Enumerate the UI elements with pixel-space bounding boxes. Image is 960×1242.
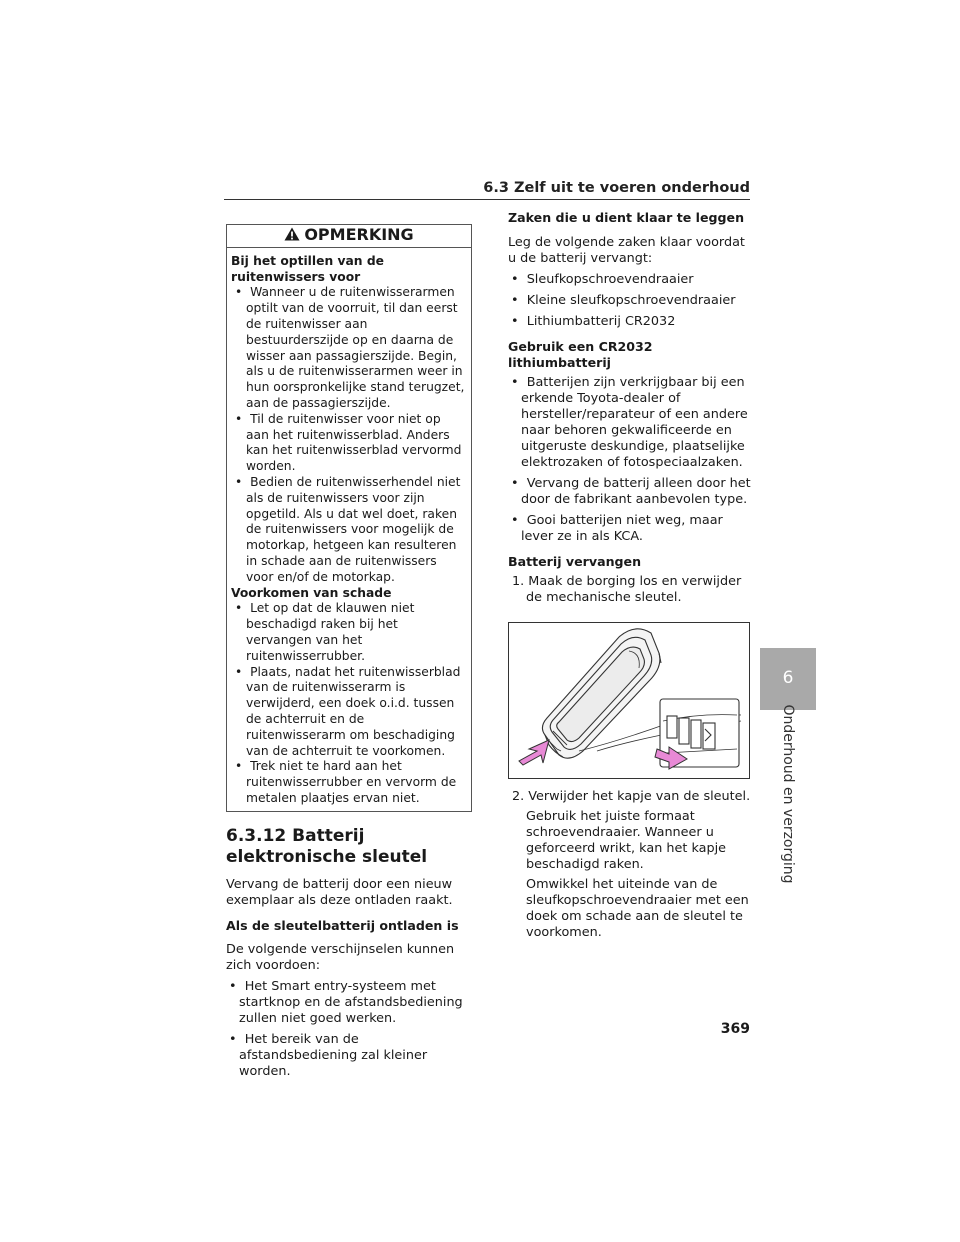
warning-icon <box>284 227 300 241</box>
section-title: 6.3.12 Batterij elektronische sleutel <box>226 825 428 867</box>
subheading: Zaken die u dient klaar te leggen <box>508 210 745 225</box>
list-item: • Kleine sleufkopschroevendraaier <box>511 292 736 308</box>
paragraph: De volgende verschijnselen kunnen zich voordoen: <box>226 942 455 974</box>
paragraph: Leg de volgende zaken klaar voordat u de batterij vervangt: <box>508 234 745 266</box>
notice-title: OPMERKING <box>304 225 414 244</box>
step-2: 2. Verwijder het kapje van de sleutel. <box>512 789 751 805</box>
header-rule <box>224 199 750 200</box>
section-header-title: 6.3 Zelf uit te voeren onderhoud <box>483 180 750 196</box>
chapter-title: Onderhoud en verzorging <box>780 704 796 884</box>
subheading: Batterij vervangen <box>508 554 642 570</box>
key-illustration <box>509 623 750 779</box>
left-column <box>226 224 472 1080</box>
right-column <box>508 210 752 941</box>
step-2-note: Omwikkel het uiteinde van de sleufkopschroevendraaier met een doek om schade aan de sleutel te voorkomen. <box>526 877 749 941</box>
page-number: 369 <box>720 1021 750 1037</box>
list-item: • Batterijen zijn verkrijgbaar bij een erkende Toyota-dealer of hersteller/reparateur of een andere naar behoren gekwalificeerde en uitgeruste deskundige, plaatselijke elektrozaken of fotospeciaalzaken. <box>511 375 748 471</box>
arrow-left <box>519 740 549 765</box>
subheading: Gebruik een CR2032 lithiumbatterij <box>508 338 653 370</box>
notice-item: • Wanneer u de ruitenwisserarmen optilt van de voorruit, til dan eerst de ruitenwisser aan bestuurderszijde op en daarna de wisser aan passagierszijde. Begin, als u de ruitenwisserarmen weer in hun oorspronkelijke stand terugzet, aan de passagierszijde. <box>235 285 465 410</box>
list-item: • Sleufkopschroevendraaier <box>511 271 694 287</box>
notice-body <box>227 248 471 807</box>
chapter-number: 6 <box>782 668 794 688</box>
step-2-note: Gebruik het juiste formaat schroevendraaier. Wanneer u geforceerd wrikt, kan het kapje beschadigd raken. <box>526 809 727 873</box>
key-figure <box>508 622 750 779</box>
notice-box <box>226 224 472 812</box>
notice-item: • Bedien de ruitenwisserhendel niet als de ruitenwissers voor zijn opgetild. Als u dat wel doet, raken de ruitenwissers voor mogelijk de motorkap, hetgeen kan resulteren in schade aan de ruitenwissers voor en/of de motorkap. <box>235 474 461 584</box>
step-1: 1. Maak de borging los en verwijder de mechanische sleutel. <box>512 574 742 606</box>
subheading: Als de sleutelbatterij ontladen is <box>226 917 459 933</box>
notice-heading: Voorkomen van schade <box>231 585 392 600</box>
notice-item: • Trek niet te hard aan het ruitenwisserrubber en vervorm de metalen plaatjes ervan niet. <box>235 759 457 805</box>
notice-item: • Plaats, nadat het ruitenwisserblad van de ruitenwisserarm is verwijderd, een doek o.i.d. tussen de achterruit en de ruitenwisserarm om beschadiging van de achterruit te voorkomen. <box>235 664 461 758</box>
notice-item: • Til de ruitenwisser voor niet op aan het ruitenwisserblad. Anders kan het ruitenwisserblad vervormd worden. <box>235 411 462 474</box>
notice-item: • Let op dat de klauwen niet beschadigd raken bij het vervangen van het ruitenwisserrubber. <box>235 601 415 663</box>
list-item: • Vervang de batterij alleen door het door de fabrikant aanbevolen type. <box>511 476 751 508</box>
list-item: • Gooi batterijen niet weg, maar lever ze in als KCA. <box>511 513 723 545</box>
list-item: • Lithiumbatterij CR2032 <box>511 313 676 329</box>
notice-header <box>227 225 471 248</box>
notice-heading: Bij het optillen van de ruitenwissers voor <box>231 253 384 284</box>
section-intro: Vervang de batterij door een nieuw exemplaar als deze ontladen raakt. <box>226 876 453 908</box>
list-item: • Het bereik van de afstandsbediening zal kleiner worden. <box>229 1032 428 1080</box>
list-item: • Het Smart entry-systeem met startknop en de afstandsbediening zullen niet goed werken. <box>229 979 463 1027</box>
